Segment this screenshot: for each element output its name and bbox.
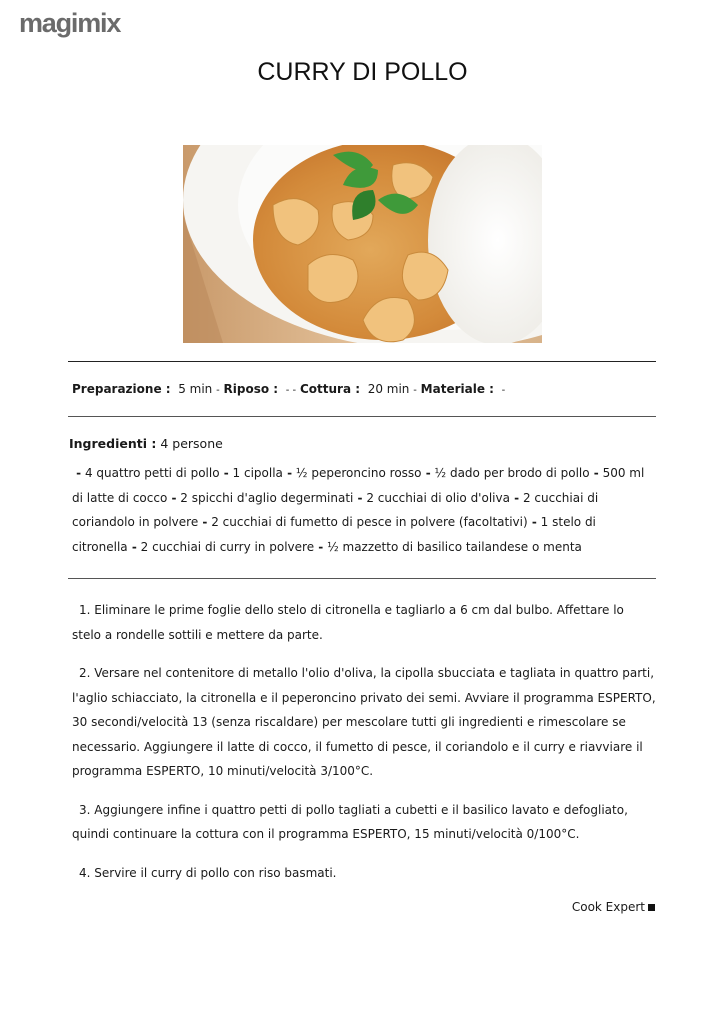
prep-label: Preparazione : <box>72 382 171 396</box>
cook-expert-signature <box>572 900 655 914</box>
step-text: Eliminare le prime foglie dello stelo di citronella e tagliarlo a 6 cm dal bulbo. Affettare lo stelo a rondelle sottili e mettere da parte. <box>72 603 624 642</box>
step-number: 4. <box>79 865 91 880</box>
ingredient-item: 500 ml di latte di cocco <box>72 466 645 505</box>
ingredient-item: ½ dado per brodo di pollo <box>430 466 590 480</box>
ingredient-dash: - <box>527 515 537 529</box>
ingredients-list <box>72 461 652 559</box>
preparation-steps <box>72 598 656 899</box>
ingredient-item: 4 quattro petti di pollo <box>81 466 220 480</box>
ingredient-item: 2 cucchiai di fumetto di pesce in polvere (facoltativi) <box>207 515 528 529</box>
ingredient-item: 2 spicchi d'aglio degerminati <box>176 490 354 505</box>
preparation-step <box>72 661 656 784</box>
signature-text: Cook Expert <box>571 900 645 914</box>
step-number: 1. <box>79 603 91 617</box>
ingredient-dash: - <box>72 466 82 480</box>
meta-separator: - <box>413 385 417 396</box>
step-text: Servire il curry di pollo con riso basmati. <box>90 865 337 880</box>
meta-divider <box>68 416 656 417</box>
cook-value: 20 min <box>367 382 410 396</box>
ingredient-item: ½ peperoncino rosso <box>292 466 422 480</box>
ingredient-item: 2 cucchiai di curry in polvere <box>136 539 315 554</box>
top-divider <box>68 361 656 362</box>
preparation-step <box>72 861 656 886</box>
ingredient-dash: - <box>589 466 599 480</box>
ingredient-dash: - <box>353 490 363 505</box>
ingredient-item: 1 cipolla <box>228 466 283 480</box>
ingredient-dash: - <box>314 539 324 554</box>
ingredients-label: Ingredienti : <box>69 436 157 451</box>
ingredient-dash: - <box>282 466 293 480</box>
ingredient-dash: - <box>219 466 229 480</box>
step-number: 3. <box>79 802 91 817</box>
ingredient-dash: - <box>127 539 137 554</box>
rest-value: - - <box>285 385 297 396</box>
rest-label: Riposo : <box>223 382 279 396</box>
meta-separator: - <box>216 385 220 396</box>
ingredient-dash: - <box>198 515 208 529</box>
preparation-step <box>72 798 656 847</box>
ingredient-item: 2 cucchiai di coriandolo in polvere <box>72 490 599 529</box>
ingredients-divider <box>68 578 656 579</box>
ingredient-item: ½ mazzetto di basilico tailandese o menta <box>323 539 582 554</box>
step-text: Versare nel contenitore di metallo l'olio d'oliva, la cipolla sbucciata e tagliata in quattro parti, l'aglio schiacciato, la citronella e il peperoncino privato dei semi. Avviare il programma ESPERTO, 30 secondi/velocità 13 (senza riscaldare) per mescolare tutti gli ingredienti e rimescolare se necessario. Aggiungere il latte di cocco, il fumetto di pesce, il coriandolo e il curry e riavviare il programma ESPERTO, 10 minuti/velocità 3/100°C. <box>72 666 656 778</box>
recipe-meta <box>72 382 505 396</box>
ingredient-item: 2 cucchiai di olio d'oliva <box>362 490 510 505</box>
material-label: Materiale : <box>420 382 494 396</box>
square-bullet-icon <box>648 904 655 911</box>
ingredient-dash: - <box>509 490 520 505</box>
ingredient-dash: - <box>421 466 431 480</box>
recipe-photo <box>183 145 542 343</box>
step-number: 2. <box>79 666 91 680</box>
preparation-step <box>72 598 656 647</box>
servings: 4 persone <box>160 436 223 451</box>
cook-label: Cottura : <box>299 382 361 396</box>
magimix-logo: magimix <box>19 8 121 38</box>
ingredient-item: 1 stelo di citronella <box>72 515 596 554</box>
recipe-title: CURRY DI POLLO <box>257 58 468 86</box>
prep-value: 5 min <box>178 382 213 396</box>
step-text: Aggiungere infine i quattro petti di pollo tagliati a cubetti e il basilico lavato e defogliato, quindi continuare la cottura con il programma ESPERTO, 15 minuti/velocità 0/100°C. <box>72 802 628 841</box>
ingredients-heading <box>69 436 223 451</box>
ingredient-dash: - <box>167 490 177 505</box>
material-value: - <box>501 385 506 396</box>
